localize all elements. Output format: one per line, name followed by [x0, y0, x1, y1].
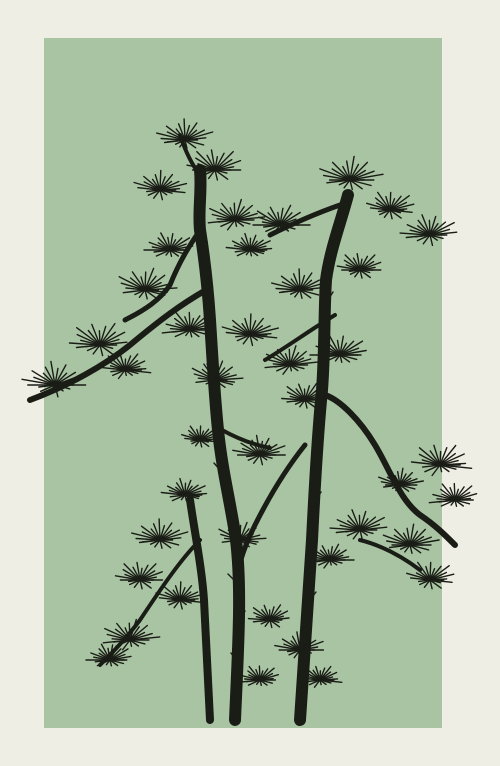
- needle-cluster: [219, 523, 266, 548]
- needle-cluster: [161, 479, 206, 501]
- needle-cluster: [272, 269, 328, 298]
- needle-cluster: [412, 445, 472, 475]
- pine-needle-clusters: [22, 119, 477, 687]
- needle-cluster: [226, 234, 271, 256]
- right-main-trunk: [300, 195, 348, 720]
- needle-cluster: [337, 254, 381, 278]
- needle-cluster: [132, 519, 188, 548]
- pine-trunks: [30, 135, 455, 720]
- needle-cluster: [383, 524, 439, 553]
- needle-cluster: [134, 170, 186, 199]
- needle-cluster: [367, 192, 414, 218]
- needle-cluster: [320, 156, 383, 189]
- needle-cluster: [222, 314, 278, 345]
- needle-cluster: [238, 666, 278, 685]
- upper-left-branch: [125, 230, 200, 320]
- needle-cluster: [379, 468, 424, 491]
- needle-cluster: [116, 563, 163, 589]
- needle-cluster: [330, 510, 387, 541]
- needle-cluster: [429, 484, 476, 507]
- small-trunk: [190, 500, 210, 720]
- needle-cluster: [249, 605, 290, 628]
- needle-cluster: [119, 268, 177, 299]
- needle-cluster: [102, 354, 151, 379]
- diagonal-branch: [236, 445, 305, 580]
- needle-cluster: [400, 215, 457, 246]
- needle-cluster: [103, 620, 159, 650]
- needle-cluster: [265, 346, 318, 374]
- crossing-branch: [222, 430, 270, 448]
- lower-left-branch: [100, 540, 200, 665]
